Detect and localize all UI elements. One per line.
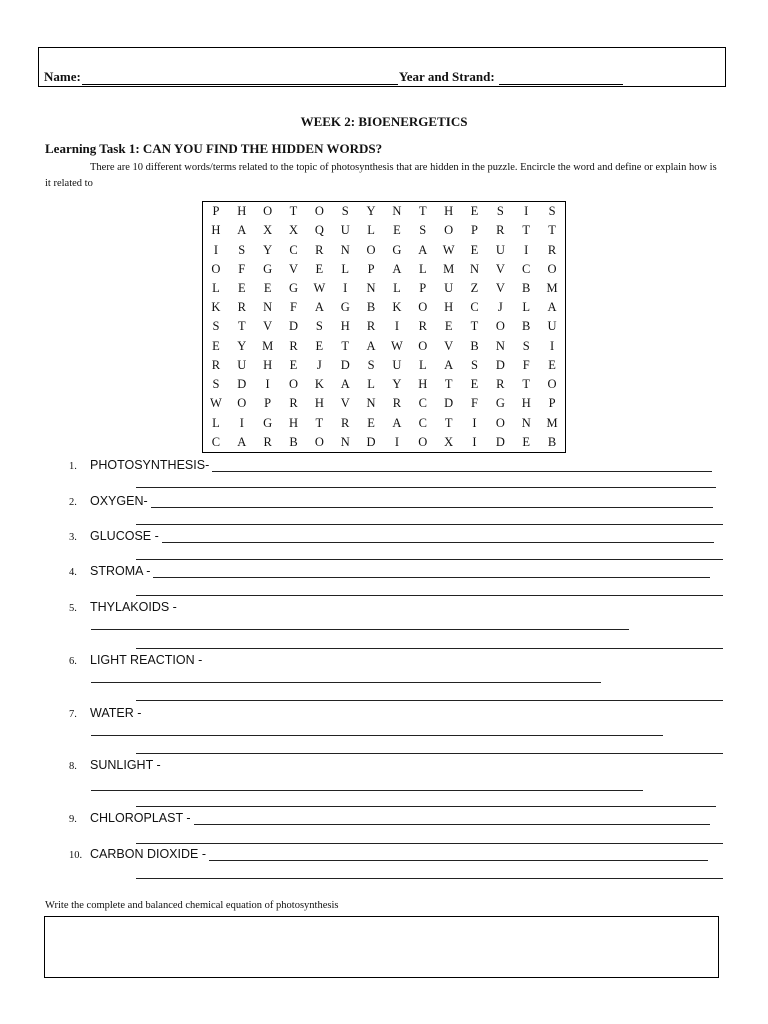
- grid-letter[interactable]: U: [444, 281, 454, 296]
- grid-letter[interactable]: G: [340, 300, 350, 315]
- grid-letter[interactable]: N: [469, 261, 479, 276]
- grid-letter[interactable]: R: [366, 319, 376, 334]
- grid-letter[interactable]: N: [521, 415, 531, 430]
- answer-line[interactable]: [136, 648, 723, 649]
- grid-letter[interactable]: T: [470, 319, 479, 334]
- grid-letter[interactable]: A: [237, 434, 247, 449]
- grid-letter[interactable]: I: [472, 434, 477, 449]
- grid-letter[interactable]: X: [444, 434, 454, 449]
- definition-item-water: 7. WATER -: [69, 706, 142, 720]
- grid-letter[interactable]: H: [237, 204, 247, 219]
- grid-letter[interactable]: B: [522, 281, 531, 296]
- answer-line[interactable]: [151, 496, 713, 508]
- grid-letter[interactable]: G: [495, 396, 505, 411]
- grid-letter[interactable]: H: [444, 300, 454, 315]
- grid-letter[interactable]: O: [418, 434, 428, 449]
- grid-letter[interactable]: C: [289, 242, 298, 257]
- grid-letter[interactable]: B: [470, 338, 479, 353]
- grid-letter[interactable]: E: [289, 357, 298, 372]
- grid-letter[interactable]: U: [495, 242, 505, 257]
- grid-letter[interactable]: O: [418, 300, 428, 315]
- grid-letter[interactable]: H: [340, 319, 350, 334]
- grid-letter[interactable]: I: [343, 281, 348, 296]
- grid-letter[interactable]: G: [288, 281, 298, 296]
- answer-line[interactable]: [91, 735, 663, 736]
- grid-letter[interactable]: C: [470, 300, 479, 315]
- answer-line[interactable]: [136, 487, 716, 488]
- grid-letter[interactable]: Q: [314, 223, 324, 238]
- grid-letter[interactable]: A: [547, 300, 557, 315]
- grid-letter[interactable]: I: [549, 338, 555, 353]
- definition-item-thylakoids: 5. THYLAKOIDS -: [69, 600, 177, 614]
- answer-line[interactable]: [136, 700, 723, 701]
- grid-letter[interactable]: E: [470, 204, 479, 219]
- grid-letter[interactable]: Y: [237, 338, 247, 353]
- grid-letter[interactable]: N: [340, 434, 350, 449]
- answer-line[interactable]: [136, 595, 723, 596]
- grid-letter[interactable]: S: [212, 377, 220, 392]
- grid-letter[interactable]: T: [522, 223, 531, 238]
- answer-line[interactable]: [136, 878, 723, 879]
- grid-letter[interactable]: S: [315, 319, 323, 334]
- grid-letter[interactable]: J: [497, 300, 503, 315]
- task-title: Learning Task 1: CAN YOU FIND THE HIDDEN WORDS?: [45, 141, 383, 156]
- name-label: Name:: [44, 69, 81, 84]
- grid-letter[interactable]: C: [418, 396, 427, 411]
- grid-letter[interactable]: T: [237, 319, 246, 334]
- answer-line[interactable]: [153, 566, 710, 578]
- grid-letter[interactable]: R: [496, 223, 505, 238]
- grid-letter[interactable]: J: [316, 357, 322, 372]
- word-search-grid[interactable]: [202, 201, 566, 453]
- answer-line[interactable]: [194, 813, 710, 825]
- grid-letter[interactable]: H: [288, 415, 298, 430]
- answer-line[interactable]: [91, 682, 601, 683]
- grid-letter[interactable]: I: [524, 242, 529, 257]
- grid-letter[interactable]: P: [212, 204, 220, 219]
- grid-letter[interactable]: V: [495, 281, 505, 296]
- grid-letter[interactable]: O: [547, 377, 557, 392]
- grid-letter[interactable]: C: [418, 415, 427, 430]
- grid-letter[interactable]: U: [340, 223, 350, 238]
- grid-letter[interactable]: I: [394, 319, 399, 334]
- grid-letter[interactable]: V: [263, 319, 273, 334]
- definition-item-sunlight: 8. SUNLIGHT -: [69, 758, 161, 772]
- grid-letter[interactable]: H: [314, 396, 324, 411]
- grid-letter[interactable]: E: [315, 338, 324, 353]
- grid-letter[interactable]: A: [314, 300, 324, 315]
- grid-letter[interactable]: S: [341, 204, 349, 219]
- grid-letter[interactable]: F: [290, 300, 297, 315]
- grid-letter[interactable]: C: [211, 434, 221, 449]
- grid-letter[interactable]: U: [392, 357, 402, 372]
- name-field[interactable]: [82, 72, 398, 85]
- grid-letter[interactable]: G: [263, 415, 273, 430]
- grid-letter[interactable]: A: [444, 357, 454, 372]
- definition-item-chloroplast: 9. CHLOROPLAST -: [45, 811, 710, 825]
- year-strand-label: Year and Strand:: [398, 69, 495, 84]
- grid-letter[interactable]: S: [212, 319, 220, 334]
- grid-letter[interactable]: L: [212, 415, 220, 430]
- grid-letter[interactable]: E: [393, 223, 401, 238]
- grid-letter[interactable]: E: [263, 281, 272, 296]
- grid-letter[interactable]: I: [524, 204, 529, 219]
- grid-letter[interactable]: A: [392, 261, 402, 276]
- grid-letter[interactable]: R: [289, 338, 298, 353]
- answer-line[interactable]: [209, 849, 708, 861]
- grid-letter[interactable]: O: [495, 415, 505, 430]
- grid-letter[interactable]: T: [315, 415, 324, 430]
- grid-letter[interactable]: D: [366, 434, 376, 449]
- grid-letter[interactable]: P: [264, 396, 272, 411]
- grid-letter[interactable]: E: [237, 281, 246, 296]
- grid-letter[interactable]: H: [263, 357, 273, 372]
- grid-letter[interactable]: D: [444, 396, 454, 411]
- grid-letter[interactable]: N: [366, 281, 376, 296]
- grid-letter[interactable]: E: [212, 338, 220, 353]
- definition-item-stroma: 4. STROMA -: [45, 564, 710, 578]
- definition-item-carbon-dioxide: 10. CARBON DIOXIDE -: [45, 847, 708, 861]
- answer-line[interactable]: [136, 806, 716, 807]
- answer-line[interactable]: [136, 559, 723, 560]
- grid-letter[interactable]: I: [265, 377, 270, 392]
- answer-line[interactable]: [212, 460, 712, 472]
- grid-letter[interactable]: W: [442, 242, 455, 257]
- grid-letter[interactable]: F: [522, 357, 530, 372]
- answer-line[interactable]: [91, 790, 643, 791]
- grid-letter[interactable]: E: [444, 319, 453, 334]
- grid-letter[interactable]: N: [392, 204, 402, 219]
- grid-letter[interactable]: V: [340, 396, 350, 411]
- grid-letter[interactable]: I: [239, 415, 244, 430]
- grid-letter[interactable]: T: [289, 204, 298, 219]
- grid-letter[interactable]: O: [418, 338, 428, 353]
- grid-letter[interactable]: D: [237, 377, 247, 392]
- grid-letter[interactable]: W: [210, 396, 222, 411]
- grid-letter[interactable]: M: [546, 281, 558, 296]
- grid-letter[interactable]: O: [314, 204, 324, 219]
- grid-letter[interactable]: E: [367, 415, 375, 430]
- definition-item-glucose: 3. GLUCOSE -: [45, 529, 714, 543]
- year-strand-field[interactable]: [499, 72, 623, 85]
- grid-letter[interactable]: S: [522, 338, 530, 353]
- grid-letter[interactable]: T: [444, 415, 453, 430]
- grid-letter[interactable]: S: [496, 204, 504, 219]
- grid-letter[interactable]: A: [366, 338, 376, 353]
- grid-letter[interactable]: L: [367, 377, 375, 392]
- grid-letter[interactable]: R: [315, 242, 324, 257]
- grid-letter[interactable]: F: [238, 261, 246, 276]
- grid-letter[interactable]: G: [392, 242, 402, 257]
- grid-letter[interactable]: C: [522, 261, 531, 276]
- grid-letter[interactable]: N: [263, 300, 273, 315]
- grid-letter[interactable]: M: [546, 415, 558, 430]
- grid-letter[interactable]: I: [213, 242, 218, 257]
- grid-letter[interactable]: L: [341, 261, 350, 276]
- grid-letter[interactable]: K: [392, 300, 402, 315]
- equation-answer-box[interactable]: [44, 916, 719, 978]
- grid-letter[interactable]: E: [548, 357, 556, 372]
- grid-letter[interactable]: S: [367, 357, 375, 372]
- grid-letter[interactable]: O: [211, 261, 221, 276]
- grid-letter[interactable]: O: [288, 377, 298, 392]
- grid-letter[interactable]: L: [418, 261, 427, 276]
- grid-letter[interactable]: X: [288, 223, 298, 238]
- definition-item-photosynthesis: 1. PHOTOSYNTHESIS-: [45, 458, 712, 472]
- grid-letter[interactable]: L: [418, 357, 427, 372]
- grid-letter[interactable]: S: [238, 242, 246, 257]
- grid-letter[interactable]: T: [341, 338, 350, 353]
- grid-letter[interactable]: L: [367, 223, 375, 238]
- grid-letter[interactable]: V: [444, 338, 454, 353]
- grid-letter[interactable]: T: [522, 377, 531, 392]
- grid-letter[interactable]: O: [444, 223, 454, 238]
- grid-letter[interactable]: W: [391, 338, 403, 353]
- grid-letter[interactable]: G: [263, 261, 273, 276]
- grid-letter[interactable]: R: [418, 319, 427, 334]
- grid-letter[interactable]: D: [495, 357, 505, 372]
- grid-letter[interactable]: A: [237, 223, 247, 238]
- grid-letter[interactable]: L: [212, 281, 220, 296]
- grid-letter[interactable]: A: [340, 377, 350, 392]
- grid-letter[interactable]: Z: [470, 281, 479, 296]
- grid-letter[interactable]: A: [418, 242, 428, 257]
- grid-letter[interactable]: V: [495, 261, 505, 276]
- grid-letter[interactable]: R: [392, 396, 402, 411]
- answer-line[interactable]: [136, 843, 723, 844]
- grid-letter[interactable]: A: [392, 415, 402, 430]
- grid-letter[interactable]: H: [418, 377, 428, 392]
- grid-letter[interactable]: S: [548, 204, 556, 219]
- grid-letter[interactable]: S: [419, 223, 427, 238]
- grid-letter[interactable]: P: [471, 223, 478, 238]
- grid-letter[interactable]: E: [315, 261, 324, 276]
- grid-letter[interactable]: Y: [366, 204, 376, 219]
- grid-letter[interactable]: B: [366, 300, 376, 315]
- grid-letter[interactable]: B: [289, 434, 298, 449]
- definition-item-oxygen: 2. OXYGEN-: [45, 494, 713, 508]
- grid-letter[interactable]: N: [366, 396, 376, 411]
- grid-letter[interactable]: L: [393, 281, 401, 296]
- grid-letter[interactable]: N: [495, 338, 505, 353]
- grid-letter[interactable]: T: [548, 223, 556, 238]
- grid-letter[interactable]: H: [521, 396, 531, 411]
- grid-letter[interactable]: R: [341, 415, 350, 430]
- grid-letter[interactable]: N: [340, 242, 350, 257]
- grid-letter[interactable]: O: [237, 396, 247, 411]
- grid-letter[interactable]: O: [547, 261, 557, 276]
- grid-letter[interactable]: T: [444, 377, 453, 392]
- grid-letter[interactable]: R: [547, 242, 557, 257]
- grid-letter[interactable]: R: [289, 396, 298, 411]
- grid-letter[interactable]: R: [263, 434, 272, 449]
- grid-letter[interactable]: D: [288, 319, 298, 334]
- answer-line[interactable]: [136, 524, 723, 525]
- grid-letter[interactable]: O: [314, 434, 324, 449]
- grid-letter[interactable]: O: [263, 204, 273, 219]
- grid-letter[interactable]: R: [237, 300, 246, 315]
- grid-letter[interactable]: T: [418, 204, 427, 219]
- grid-letter[interactable]: M: [262, 338, 274, 353]
- grid-letter[interactable]: X: [263, 223, 273, 238]
- week-title: WEEK 2: BIOENERGETICS: [300, 114, 468, 129]
- grid-letter[interactable]: E: [470, 242, 479, 257]
- grid-letter[interactable]: U: [237, 357, 247, 372]
- grid-letter[interactable]: P: [419, 281, 427, 296]
- answer-line[interactable]: [136, 753, 723, 754]
- answer-line[interactable]: [91, 629, 629, 630]
- grid-letter[interactable]: Y: [392, 377, 402, 392]
- grid-letter[interactable]: S: [471, 357, 478, 372]
- grid-letter[interactable]: L: [522, 300, 531, 315]
- grid-letter[interactable]: D: [495, 434, 505, 449]
- grid-letter[interactable]: K: [314, 377, 324, 392]
- grid-letter[interactable]: R: [211, 357, 221, 372]
- grid-letter[interactable]: H: [211, 223, 221, 238]
- task-instructions: There are 10 different words/terms related to the topic of photosynthesis that are hidden in the puzzle. Encircle the word and define or explain how is it related to: [45, 162, 717, 189]
- grid-letter[interactable]: F: [471, 396, 478, 411]
- grid-letter[interactable]: R: [496, 377, 505, 392]
- grid-letter[interactable]: B: [547, 434, 557, 449]
- grid-letter[interactable]: I: [394, 434, 399, 449]
- grid-letter[interactable]: U: [547, 319, 557, 334]
- grid-letter[interactable]: E: [522, 434, 531, 449]
- grid-letter[interactable]: V: [288, 261, 298, 276]
- name-row: [44, 69, 624, 85]
- grid-letter[interactable]: B: [522, 319, 531, 334]
- grid-letter[interactable]: P: [548, 396, 556, 411]
- answer-line[interactable]: [162, 531, 714, 543]
- grid-letter[interactable]: O: [495, 319, 505, 334]
- grid-letter[interactable]: W: [313, 281, 326, 296]
- grid-letter[interactable]: E: [470, 377, 479, 392]
- grid-letter[interactable]: I: [472, 415, 477, 430]
- grid-letter[interactable]: K: [211, 300, 221, 315]
- grid-letter[interactable]: D: [340, 357, 350, 372]
- student-info-box: [38, 47, 726, 87]
- definition-item-light-reaction: 6. LIGHT REACTION -: [69, 653, 203, 667]
- grid-letter[interactable]: H: [444, 204, 454, 219]
- grid-letter[interactable]: Y: [263, 242, 273, 257]
- grid-letter[interactable]: P: [367, 261, 375, 276]
- equation-prompt: Write the complete and balanced chemical equation of photosynthesis: [45, 900, 339, 911]
- grid-letter[interactable]: M: [443, 261, 455, 276]
- grid-letter[interactable]: O: [366, 242, 376, 257]
